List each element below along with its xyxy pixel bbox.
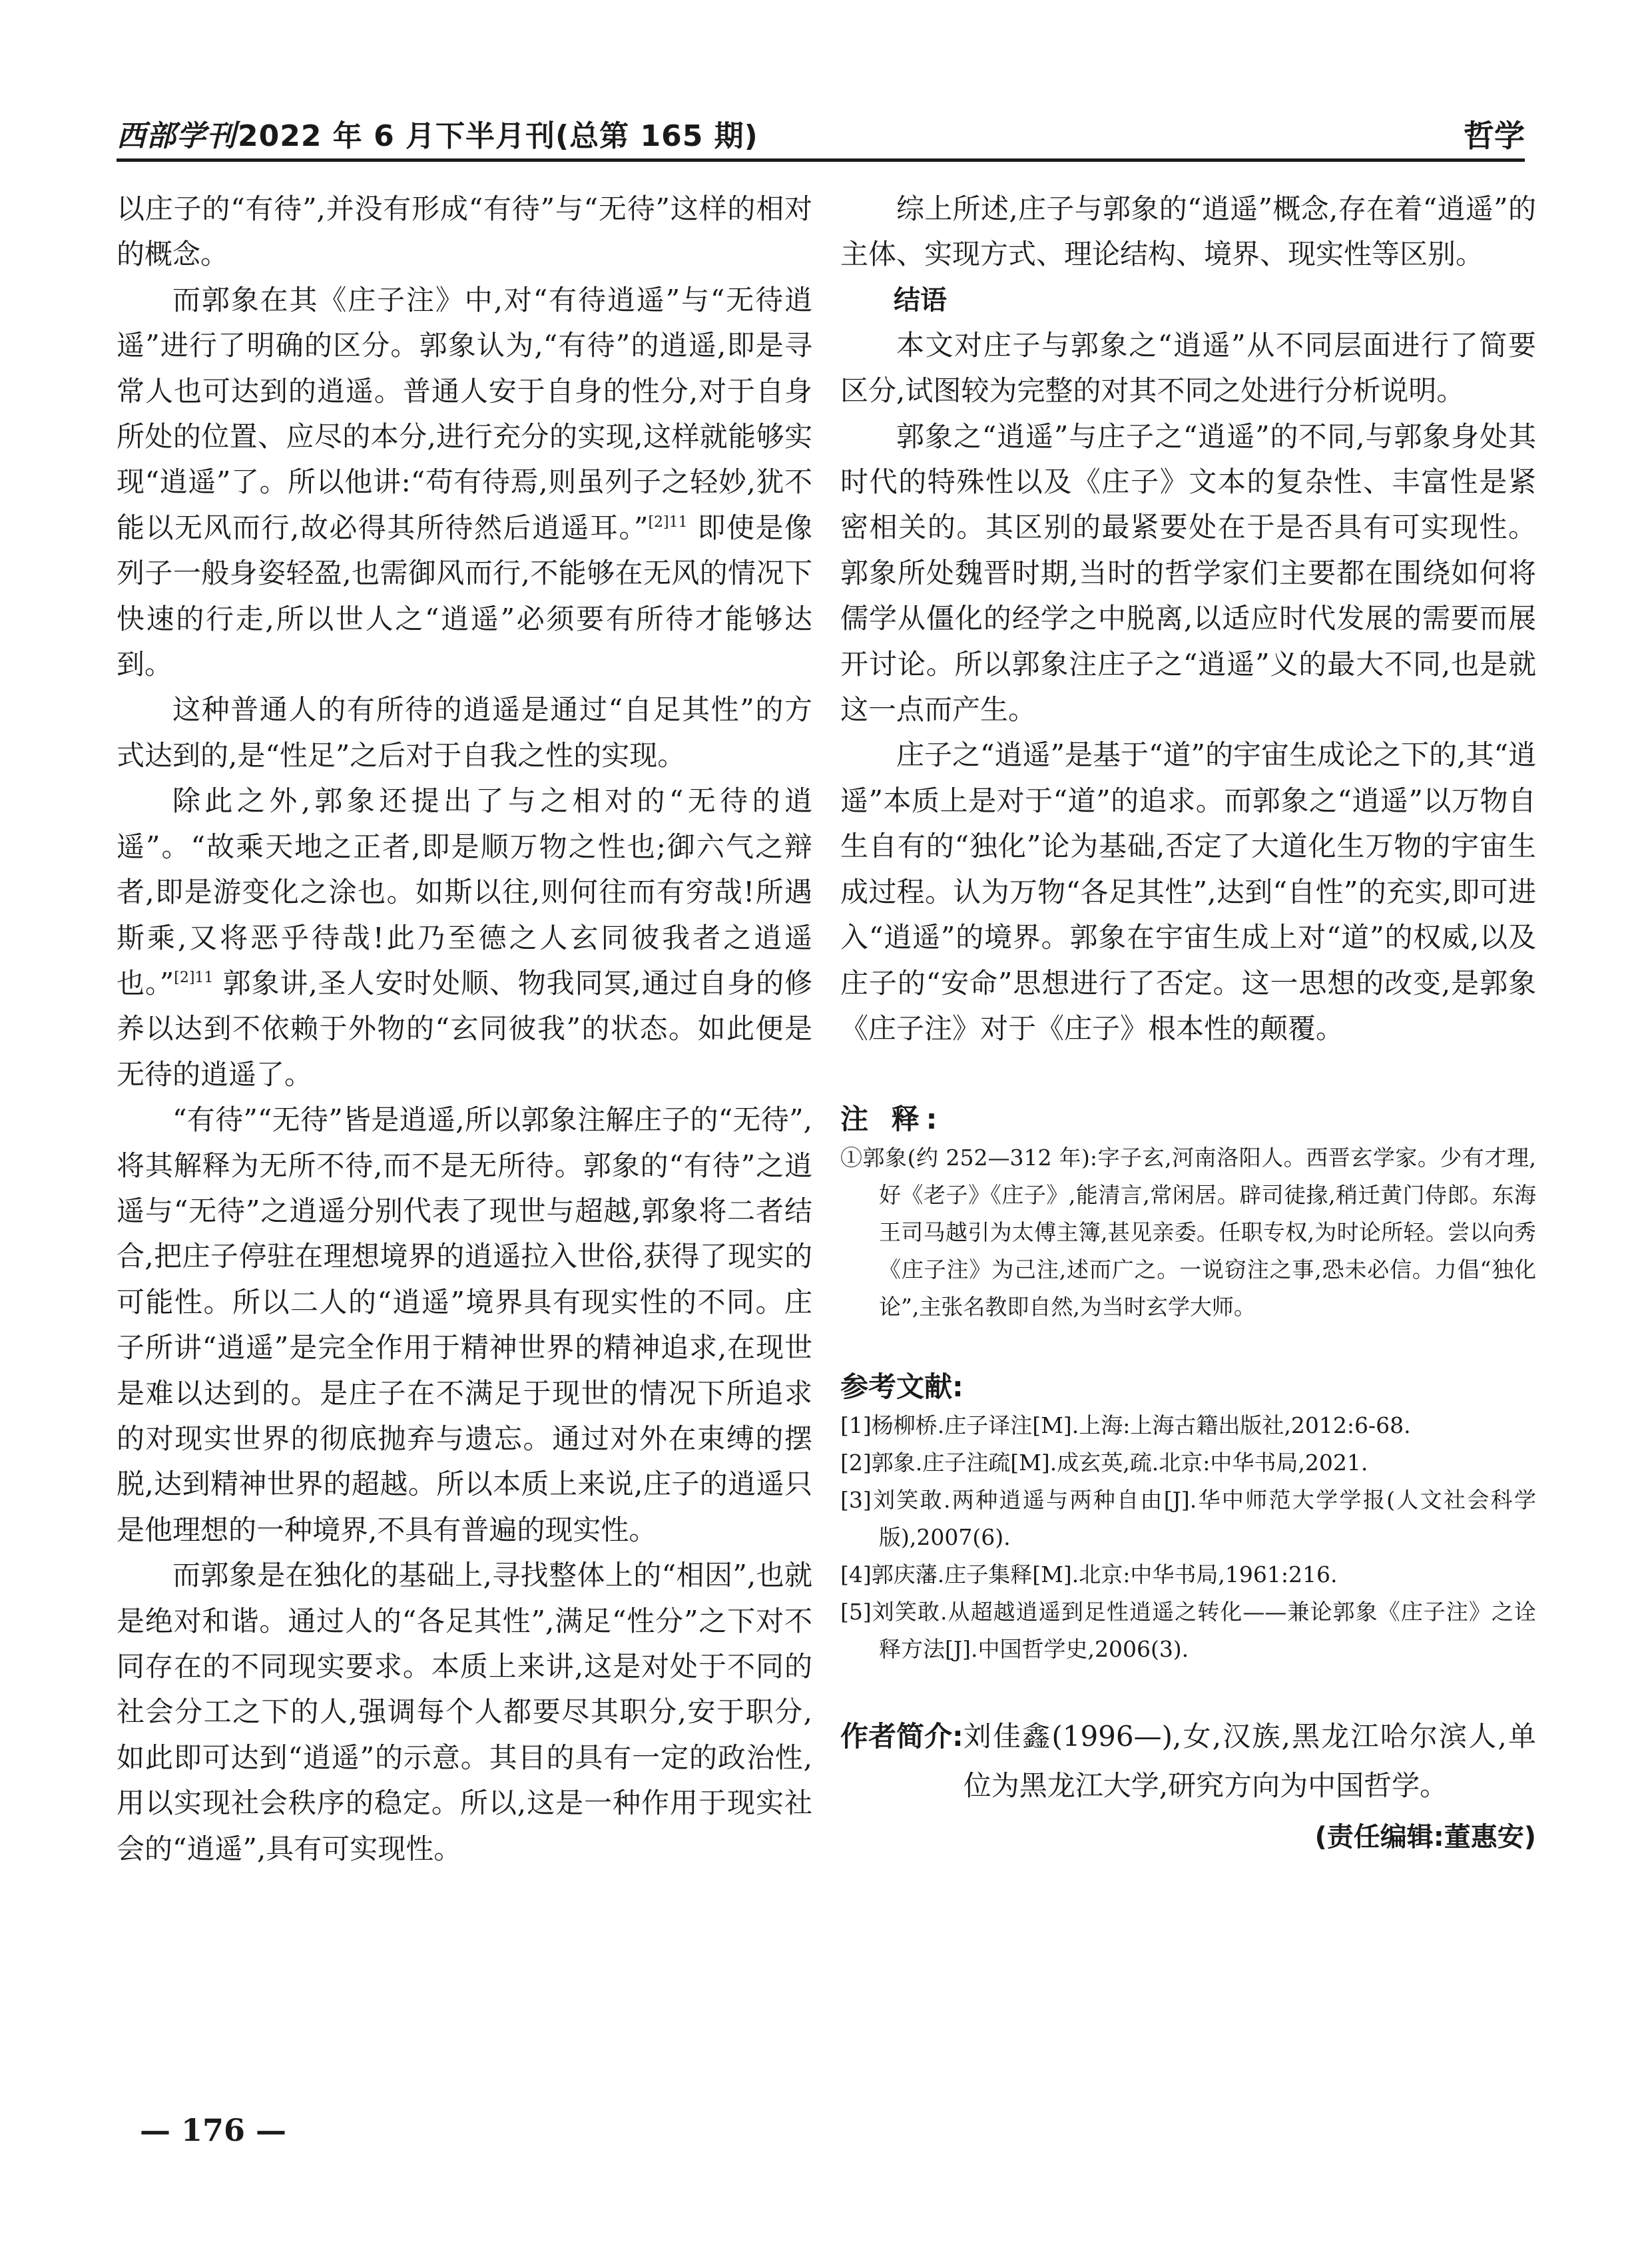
journal-info [117,112,758,154]
reference-list [840,1407,1536,1668]
page-number: — 176 — [140,2112,287,2148]
notes-title: 注 释: [840,1103,944,1136]
paragraph: 这种普通人的有所待的逍遥是通过“自足其性”的方式达到的,是“性足”之后对于自我之性的实现。 [117,693,812,772]
reference-item: [2]郭象.庄子注疏[M].成玄英,疏.北京:中华书局,2021. [840,1450,1368,1476]
paragraph: 本文对庄子与郭象之“逍遥”从不同层面进行了简要区分,试图较为完整的对其不同之处进行分析说明。 [840,328,1536,408]
author-bio [840,1712,1536,1811]
running-header [117,107,1525,162]
footnote: ①郭象(约 252—312 年):字子玄,河南洛阳人。西晋玄学家。少有才理,好《老子》《庄子》,能清言,常闲居。辟司徒掾,稍迁黄门侍郎。东海王司马越引为太傅主簿,甚见亲委。任职专权,为时论所轻。尝以向秀《庄子注》为己注,述而广之。一说窃注之事,恐未必信。力倡“独化论”,主张名教即自然,为当时玄学大师。 [840,1145,1536,1320]
right-column [840,186,1536,1854]
reference-item: [4]郭庆藩.庄子集释[M].北京:中华书局,1961:216. [840,1561,1338,1588]
reference-item: [3]刘笑敢.两种逍遥与两种自由[J].华中师范大学学报(人文社会科学版),2007(6). [840,1487,1536,1551]
citation: [2]11 [648,513,688,531]
paragraph: 郭象之“逍遥”与庄子之“逍遥”的不同,与郭象身处其时代的特殊性以及《庄子》文本的复杂性、丰富性是紧密相关的。其区别的最紧要处在于是否具有可实现性。郭象所处魏晋时期,当时的哲学家们主要都在围绕如何将儒学从僵化的经学之中脱离,以适应时代发展的需要而展开讨论。所以郭象注庄子之“逍遥”义的最大不同,也是就这一点而产生。 [840,420,1536,726]
editor-credit: (责任编辑:董惠安) [1314,1822,1536,1853]
paragraph: 除此之外,郭象还提出了与之相对的“无待的逍遥”。“故乘天地之正者,即是顺万物之性也;御六气之辩者,即是游变化之涂也。如斯以往,则何往而有穷哉!所遇斯乘,又将恶乎待哉!此乃至德之人玄同彼我者之逍遥也。”$^{[2]11}$ 郭象讲,圣人安时处顺、物我同冥,通过自身的修养以达到不依赖于外物的“玄同彼我”的状态。如此便是无待的逍遥了。 [117,784,812,1091]
reference-item: [5]刘笑敢.从超越逍遥到足性逍遥之转化——兼论郭象《庄子注》之诠释方法[J].中国哲学史,2006(3). [840,1599,1536,1663]
paragraph: 综上所述,庄子与郭象的“逍遥”概念,存在着“逍遥”的主体、实现方式、理论结构、境界、现实性等区别。 [840,192,1536,271]
left-column [117,186,812,1872]
reference-item: [1]杨柳桥.庄子译注[M].上海:上海古籍出版社,2012:6-68. [840,1412,1411,1439]
paragraph: 庄子之“逍遥”是基于“道”的宇宙生成论之下的,其“逍遥”本质上是对于“道”的追求。而郭象之“逍遥”以万物自生自有的“独化”论为基础,否定了大道化生万物的宇宙生成过程。认为万物“各足其性”,达到“自性”的充实,即可进入“逍遥”的境界。郭象在宇宙生成上对“道”的权威,以及庄子的“安命”思想进行了否定。这一思想的改变,是郭象《庄子注》对于《庄子》根本性的颠覆。 [840,738,1536,1045]
journal-logo: 西部学刊 [117,119,236,153]
citation: [2]11 [174,969,214,986]
references-title: 参考文献: [840,1370,964,1404]
issue-info: 2022 年 6 月下半月刊(总第 165 期) [238,119,758,153]
paragraph: 而郭象在其《庄子注》中,对“有待逍遥”与“无待逍遥”进行了明确的区分。郭象认为,“有待”的逍遥,即是寻常人也可达到的逍遥。普通人安于自身的性分,对于自身所处的位置、应尽的本分,进行充分的实现,这样就能够实现“逍遥”了。所以他讲:“苟有待焉,则虽列子之轻妙,犹不能以无风而行,故必得其所待然后逍遥耳。”$^{[2]11}$ 即使是像列子一般身姿轻盈,也需御风而行,不能够在无风的情况下快速的行走,所以世人之“逍遥”必须要有所待才能够达到。 [117,283,813,681]
paragraph: 以庄子的“有待”,并没有形成“有待”与“无待”这样的相对的概念。 [117,192,812,271]
paragraph: “有待”“无待”皆是逍遥,所以郭象注解庄子的“无待”,将其解释为无所不待,而不是无所待。郭象的“有待”之逍遥与“无待”之逍遥分别代表了现世与超越,郭象将二者结合,把庄子停驻在理想境界的逍遥拉入世俗,获得了现实的可能性。所以二人的“逍遥”境界具有现实性的不同。庄子所讲“逍遥”是完全作用于精神世界的精神追求,在现世是难以达到的。是庄子在不满足于现世的情况下所追求的对现实世界的彻底抛弃与遗忘。通过对外在束缚的摆脱,达到精神世界的超越。所以本质上来说,庄子的逍遥只是他理想的一种境界,不具有普遍的现实性。 [117,1103,812,1546]
author-label: 作者简介: [840,1720,964,1753]
conclusion-heading: 结语 [894,284,947,316]
paragraph: 而郭象是在独化的基础上,寻找整体上的“相因”,也就是绝对和谐。通过人的“各足其性”,满足“性分”之下对不同存在的不同现实要求。本质上来讲,这是对处于不同的社会分工之下的人,强调每个人都要尽其职分,安于职分,如此即可达到“逍遥”的示意。其目的具有一定的政治性,用以实现社会秩序的稳定。所以,这是一种作用于现实社会的“逍遥”,具有可实现性。 [117,1559,812,1865]
author-text: 刘佳鑫(1996—),女,汉族,黑龙江哈尔滨人,单位为黑龙江大学,研究方向为中国哲学。 [963,1720,1536,1803]
section-label: 哲学 [1464,118,1525,154]
